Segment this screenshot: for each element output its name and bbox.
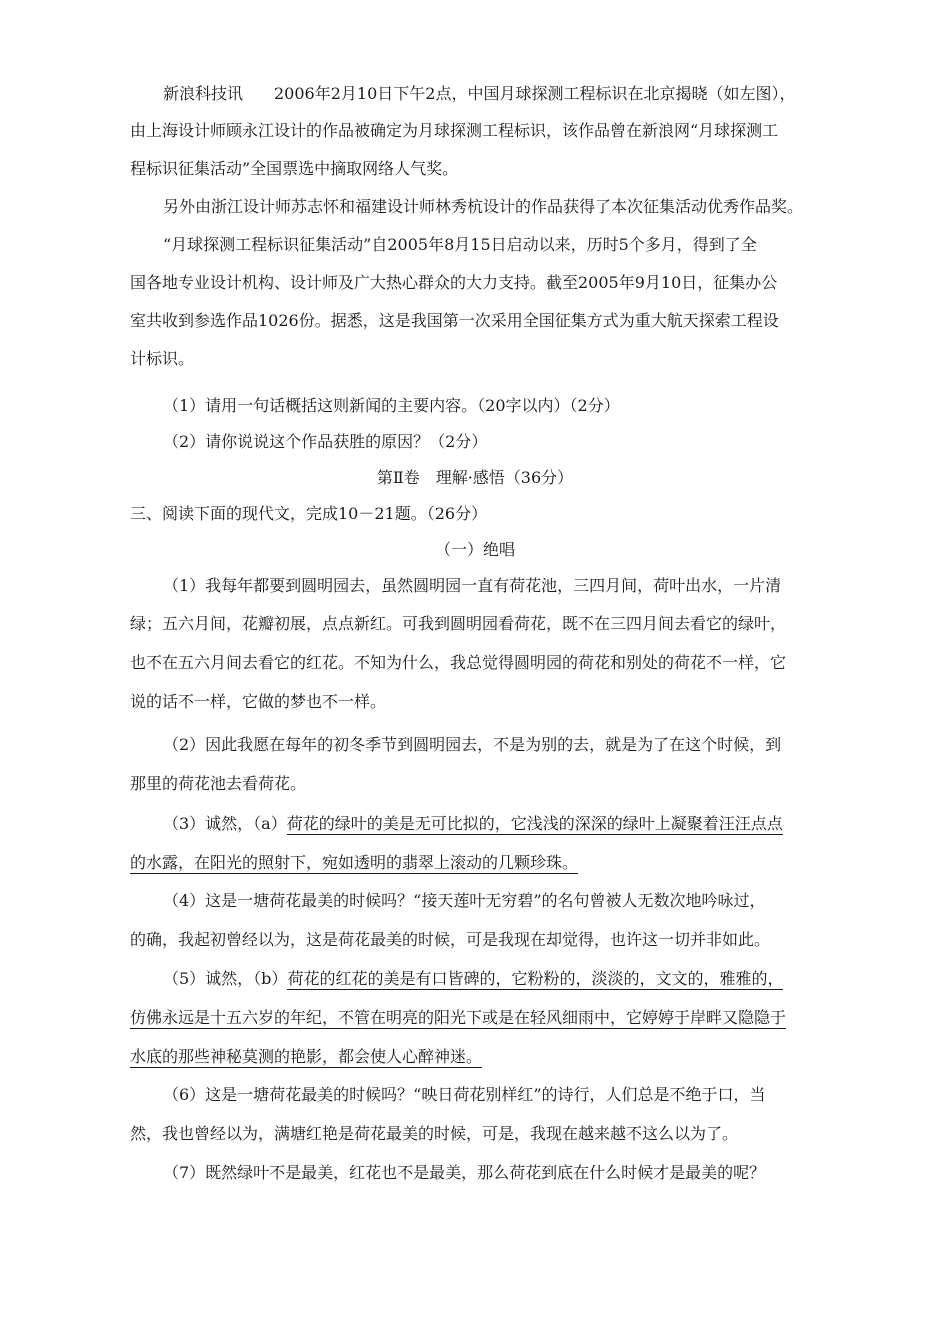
article-line: （4）这是一塘荷花最美的时候吗？“接天莲叶无穷碧”的名句曾被人无数次地吟咏过， [163, 891, 766, 910]
article-line: 也不在五六月间去看它的红花。不知为什么，我总觉得圆明园的荷花和别处的荷花不一样，它 [130, 653, 787, 672]
article-line [130, 852, 578, 874]
underlined-sentence-b: 仿佛永远是十五六岁的年纪，不管在明亮的阳光下或是在轻风细雨中，它婷婷于岸畔又隐隐于 [130, 1008, 787, 1027]
news-line: “月球探测工程标识征集活动”自2005年8月15日启动以来，历时5个多月，得到了全 [163, 235, 757, 254]
section-title: 第Ⅱ卷 理解·感悟（36分） [376, 468, 574, 487]
article-line: 那里的荷花池去看荷花。 [130, 774, 307, 793]
news-line: 程标识征集活动”全国票选中摘取网络人气奖。 [130, 159, 459, 178]
underlined-sentence-a: 荷花的绿叶的美是无可比拟的，它浅浅的深深的绿叶上凝聚着汪汪点点 [286, 814, 783, 833]
news-line: 2006年2月10日下午2点，中国月球探测工程标识在北京揭晓（如左图）， [274, 84, 796, 103]
article-line: 说的话不一样，它做的梦也不一样。 [130, 692, 387, 711]
underlined-sentence-b: 水底的那些神秘莫测的艳影，都会使人心醉神迷。 [130, 1047, 483, 1066]
article-line [163, 813, 783, 835]
article-line [130, 1007, 786, 1029]
article-line: （2）因此我愿在每年的初冬季节到圆明园去，不是为别的去，就是为了在这个时候，到 [163, 735, 782, 754]
article-line: （6）这是一塘荷花最美的时候吗？“映日荷花别样红”的诗行，人们总是不绝于口，当 [163, 1085, 766, 1104]
article-line [130, 1046, 482, 1068]
underlined-sentence-a: 的水露，在阳光的照射下，宛如透明的翡翠上滚动的几颗珍珠。 [130, 853, 579, 872]
article-line: 绿；五六月间，花瓣初展，点点新红。可我到圆明园看荷花，既不在三四月间去看它的绿叶， [130, 614, 787, 633]
news-line: 室共收到参选作品1026份。据悉，这是我国第一次采用全国征集方式为重大航天探索工程设 [130, 311, 779, 330]
article-line: （1）我每年都要到圆明园去，虽然圆明园一直有荷花池，三四月间，荷叶出水，一片清 [163, 576, 782, 595]
news-line: 另外由浙江设计师苏志怀和福建设计师林秀杭设计的作品获得了本次征集活动优秀作品奖。 [163, 197, 804, 216]
news-line: 计标识。 [130, 349, 195, 368]
news-byline: 新浪科技讯 [163, 84, 244, 103]
article-line: （7）既然绿叶不是最美，红花也不是最美，那么荷花到底在什么时候才是最美的呢？ [163, 1163, 766, 1182]
question-2: （2）请你说说这个作品获胜的原因？（2分） [163, 432, 488, 451]
news-line: 国各地专业设计机构、设计师及广大热心群众的大力支持。截至2005年9月10日，征集办公 [130, 273, 778, 292]
underlined-sentence-b: 荷花的红花的美是有口皆碑的，它粉粉的，淡淡的，文文的，雅雅的， [287, 969, 784, 988]
section-instruction: 三、阅读下面的现代文，完成10－21题。（26分） [130, 504, 488, 523]
article-line: 然，我也曾经以为，满塘红艳是荷花最美的时候，可是，我现在越来越不这么以为了。 [130, 1124, 739, 1143]
article-line [163, 968, 783, 990]
article-line: 的确，我起初曾经以为，这是荷花最美的时候，可是我现在却觉得，也许这一切并非如此。 [130, 930, 771, 949]
news-line: 由上海设计师顾永江设计的作品被确定为月球探测工程标识，该作品曾在新浪网“月球探测工 [130, 121, 779, 140]
article-title: （一）绝唱 [434, 540, 515, 559]
paragraph-label: （5）诚然，（b） [163, 969, 288, 988]
question-1: （1）请用一句话概括这则新闻的主要内容。（20字以内）（2分） [163, 396, 620, 415]
paragraph-label: （3）诚然，（a） [163, 814, 287, 833]
